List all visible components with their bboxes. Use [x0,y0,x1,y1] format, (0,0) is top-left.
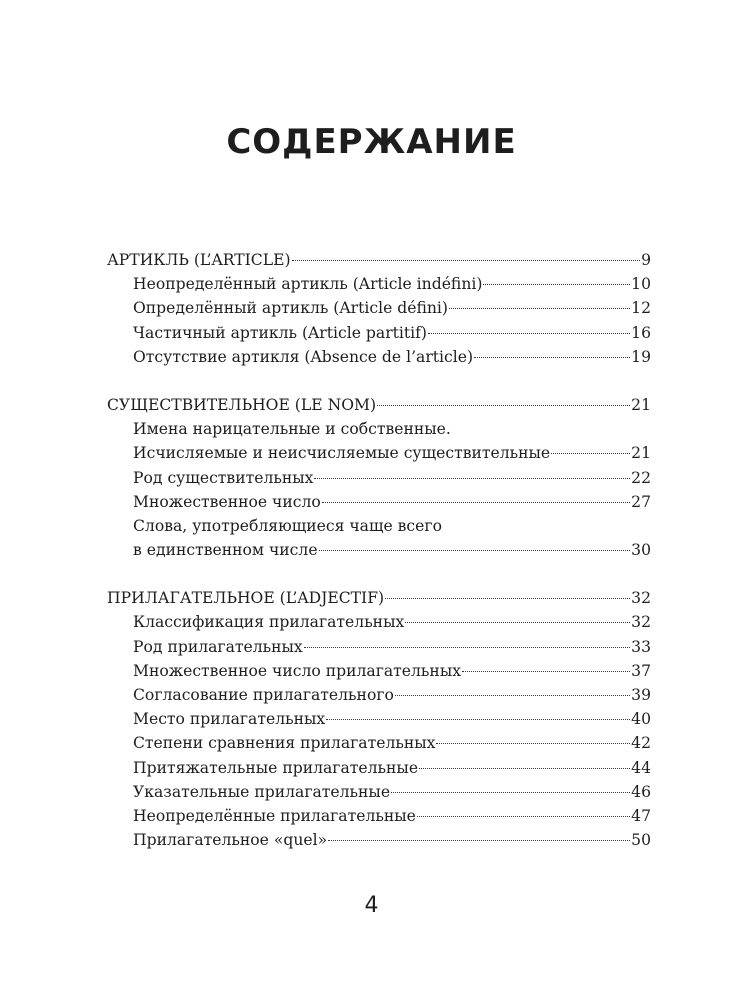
toc-entry-label: Множественное число [133,492,321,511]
toc-entry[interactable] [107,804,651,828]
toc-section-adjective [107,586,651,852]
dot-leader [385,598,630,599]
toc-entry[interactable] [107,659,651,683]
toc-page-number: 47 [631,806,651,825]
toc-page-number: 16 [631,323,651,342]
toc-page-number: 46 [631,782,651,801]
dot-leader [462,671,630,672]
toc-page-number: 27 [631,492,651,511]
toc-entry[interactable] [107,345,651,369]
page-number: 4 [364,893,379,918]
toc-entry[interactable] [107,296,651,320]
toc-heading-label: СУЩЕСТВИТЕЛЬНОЕ (LE NOM) [107,395,377,414]
toc-page-number: 32 [631,613,651,632]
dot-leader [428,333,630,334]
toc-entry[interactable] [107,828,651,852]
toc-page-number: 50 [631,831,651,850]
dot-leader [474,357,630,358]
toc-entry-label: Указательные прилагательные [133,782,391,801]
toc-heading[interactable] [107,586,651,610]
toc-entry-label: Род прилагательных [133,637,303,656]
toc-entry[interactable] [107,272,651,296]
toc-entry[interactable] [107,756,651,780]
dot-leader [304,647,630,648]
dot-leader [436,743,630,744]
dot-leader [419,768,630,769]
toc-entry-label: Определённый артикль (Article défini) [133,299,448,318]
toc-page-number: 40 [631,710,651,729]
toc-entry-label: Прилагательное «quel» [133,831,328,850]
toc-page-number: 33 [631,637,651,656]
dot-leader [292,260,641,261]
toc-heading[interactable] [107,248,651,272]
toc-entry-label: Классификация прилагательных [133,613,405,632]
table-of-contents [107,248,651,876]
toc-entry[interactable] [107,635,651,659]
toc-page-number: 9 [641,251,651,269]
toc-entry[interactable] [107,441,651,465]
toc-entry-label: Множественное число прилагательных [133,661,462,680]
dot-leader [391,792,630,793]
toc-page-number: 21 [631,444,651,463]
toc-section-article [107,248,651,369]
dot-leader [328,840,630,841]
toc-entry-label: Степени сравнения прилагательных [133,734,436,753]
toc-page-number: 42 [631,734,651,753]
dot-leader [551,453,630,454]
toc-entry-label: Неопределённые прилагательные [133,806,416,825]
toc-page-number: 37 [631,661,651,680]
toc-entry[interactable] [107,780,651,804]
dot-leader [483,284,630,285]
toc-entry[interactable] [107,610,651,634]
dot-leader [449,308,630,309]
toc-page-number: 39 [631,686,651,704]
toc-entry-label: Притяжательные прилагательные [133,758,419,777]
toc-page-number: 21 [631,395,651,414]
toc-page-number: 30 [631,541,651,560]
dot-leader [319,550,631,551]
toc-entry[interactable] [107,321,651,345]
dot-leader [314,478,630,479]
toc-entry-label: Место прилагательных [133,710,326,729]
dot-leader [405,622,630,623]
toc-entry-label: Исчисляемые и неисчисляемые существительные [133,444,551,463]
dot-leader [322,502,630,503]
toc-entry-line1[interactable]: Имена нарицательные и собственные. [133,420,451,439]
toc-entry[interactable] [107,490,651,514]
toc-entry[interactable] [107,466,651,490]
toc-heading-label: ПРИЛАГАТЕЛЬНОЕ (L’ADJECTIF) [107,589,385,608]
toc-heading-label: АРТИКЛЬ (L’ARTICLE) [107,251,291,269]
toc-page-number: 32 [631,589,651,608]
toc-entry-label: Частичный артикль (Article partitif) [133,323,428,342]
toc-entry[interactable] [107,707,651,731]
toc-page-number: 12 [631,299,651,318]
toc-entry-label: Отсутствие артикля (Absence de l’article) [133,347,474,366]
page-title: СОДЕРЖАНИЕ [226,122,517,162]
toc-entry[interactable] [107,731,651,755]
dot-leader [417,816,630,817]
toc-page-number: 44 [631,758,651,777]
toc-heading[interactable] [107,393,651,417]
toc-page-number: 22 [631,468,651,487]
toc-entry-label: в единственном числе [133,541,318,560]
toc-page-number: 19 [631,347,651,366]
dot-leader [377,405,630,406]
toc-section-noun [107,393,651,562]
toc-entry-label: Неопределённый артикль (Article indéfini) [133,275,483,294]
toc-entry[interactable] [107,538,651,562]
toc-page-number: 10 [631,275,651,294]
toc-entry-label: Согласование прилагательного [133,686,394,704]
dot-leader [395,695,630,696]
dot-leader [326,719,630,720]
toc-entry[interactable] [107,683,651,707]
toc-entry-label: Род существительных [133,468,314,487]
toc-entry-line1[interactable]: Слова, употребляющиеся чаще всего [133,516,442,535]
